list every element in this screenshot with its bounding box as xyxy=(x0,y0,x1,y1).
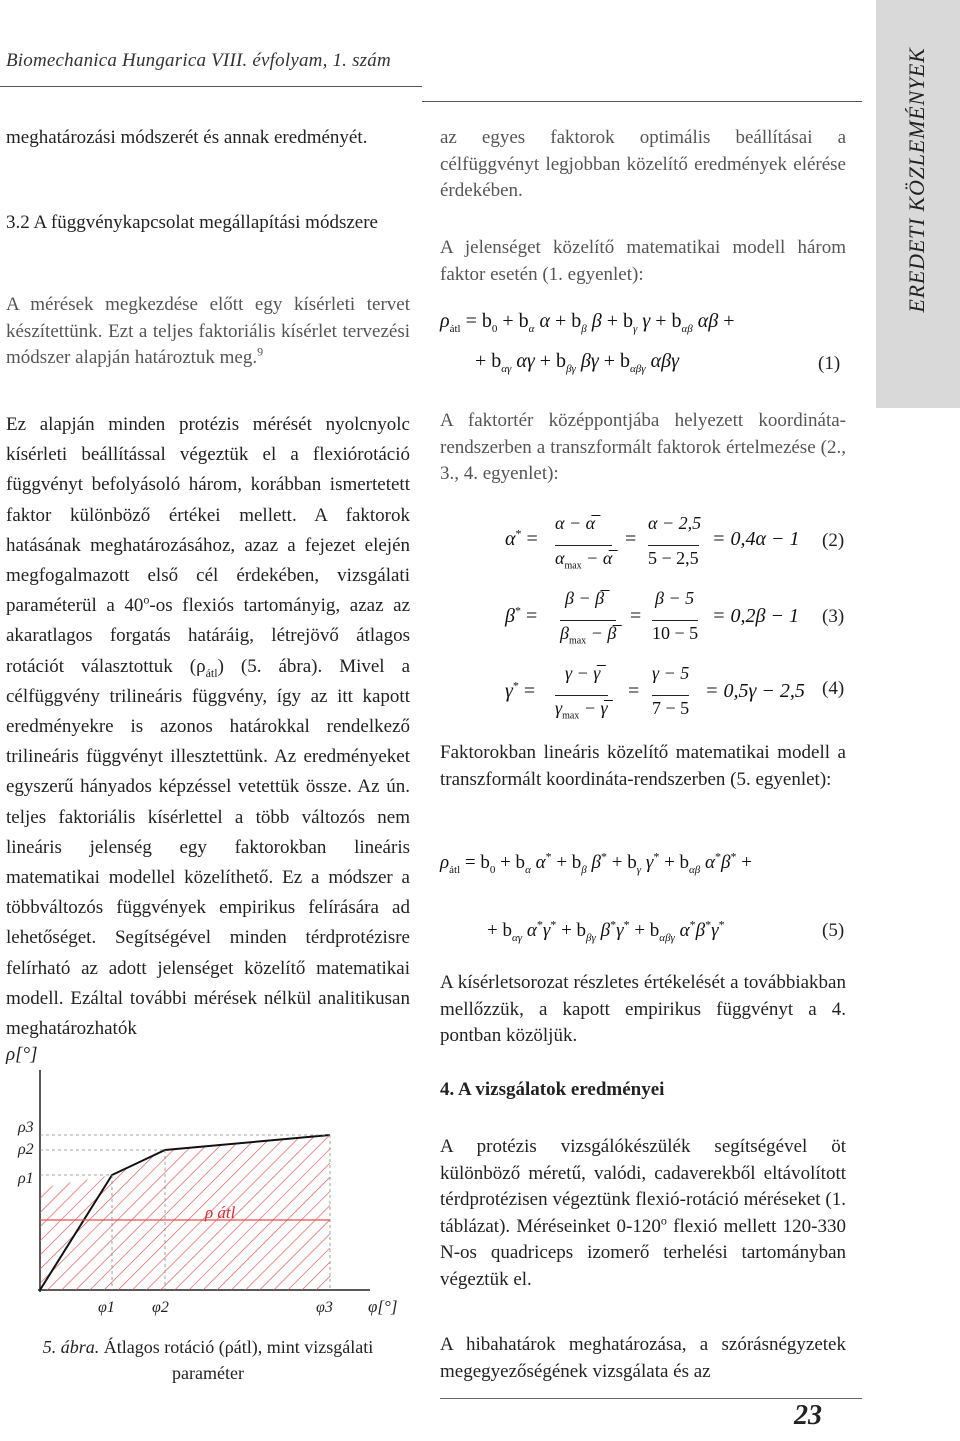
equation-2-den2: 5 − 2,5 xyxy=(648,545,699,569)
side-tab-label: EREDETI KÖZLEMÉNYEK xyxy=(904,47,929,313)
equation-5-line1: $\rho_{átl} = b_0 + b_\alpha$ $\alpha^* + b_\beta$ $\beta^* + b_\gamma$ $\gamma^* + b_{\alpha\beta}$ α*β* + xyxy=(440,849,752,876)
equation-3-den2: 10 − 5 xyxy=(652,620,698,644)
equation-2-den1: $\alpha_{max}$ − α̅ xyxy=(555,545,612,569)
equation-2-rhs: = 0,4α − 1 xyxy=(712,528,800,550)
x-tick-phi3: φ3 xyxy=(316,1299,333,1316)
y-axis-label: ρ[°] xyxy=(6,1044,38,1065)
equation-1-number: (1) xyxy=(818,353,841,374)
equation-3-frac1: β − β̅ xyxy=(565,588,605,608)
right-p4: Faktorokban lineáris közelítő matematikai modell a transzformált koordináta-rendszerben (5. egyenlet): xyxy=(440,742,846,790)
left-p2: A mérések megkezdése előtt egy kísérleti tervet készítettünk. Ezt a teljes faktoriális kísérlet tervezési módszer alapján határoztuk meg.$^9$ xyxy=(6,294,410,368)
avg-label: ρ átl xyxy=(205,1203,236,1222)
x-axis-label: φ[°] xyxy=(368,1297,398,1316)
left-p3: Ez alapján minden protézis mérését nyolcnyolc kísérleti beállítással végeztük el a flexiórotáció függvényt befolyásoló három, korábban ismertetett faktor különböző értékei mellett. A faktorok hatásának meghatározásához, azaz a fejezet elején megfogalmazott első cél érdekében, vizsgálati paraméterül a 40$^o$-os flexiós tartományig, azaz az akaratlagos forgatás határáig, létrejövő átlagos rotációt választottuk $(\rho_{átl})$ (5. ábra). Mivel a célfüggvény trilineáris függvény, így az itt kapott eredményekre is azonos határokkal rendelkező trilineáris függvényt illesztettünk. Az eredményeket egyszerű hányados képzéssel vetettük össze. Az ún. teljes faktoriális kísérlettel a több változós nem lineáris jelenség egy faktorokban lineáris matematikai modellel közelíthető. Ez a módszer a többváltozós függvények empirikus felírására ad lehetőséget. Segítségével minden térdprotézisre felírható az adott jelenséget közelítő matematikai modell. Ezáltal további mérések nélkül analitikusan meghatározhatók xyxy=(6,414,410,1040)
right-p5: A kísérletsorozat részletes értékelését a továbbiakban mellőzzük, a kapott empirikus függvényt a 4. pontban közöljük. xyxy=(440,972,846,1046)
right-p6: A protézis vizsgálókészülék segítségével öt különböző méretű, valódi, cadaverekből eltávolított térdprotézisen végeztünk flexió-rotáció méréseket (1. táblázat). Méréseinket 0-120$^o$ flexió mellett 120-330 N-os quadriceps izomerő terhelési tartományban végeztük el. xyxy=(440,1136,847,1290)
right-p7: A hibahatárok meghatározása, a szórásnégyzetek megegyezőségének vizsgálata és az xyxy=(440,1334,846,1382)
y-tick-rho1: ρ1 xyxy=(18,1170,34,1187)
equation-4-den1: $\gamma_{max}$ − γ̅ xyxy=(555,695,608,719)
right-p2: A jelenséget közelítő matematikai modell három faktor esetén (1. egyenlet): xyxy=(440,237,846,285)
x-tick-phi1: φ1 xyxy=(98,1299,115,1316)
page-rule xyxy=(440,1398,862,1399)
equation-3-num2: β − 5 xyxy=(655,588,695,608)
right-p1: az egyes faktorok optimális beállításai a célfüggvényt legjobban közelítő eredmények elérése érdekében. xyxy=(440,127,846,201)
equation-4-frac1: γ − γ̅ xyxy=(565,663,601,683)
page-number: 23 xyxy=(794,1400,822,1431)
figure-caption: 5. ábra. Átlagos rotáció (ρátl), mint vizsgálati paraméter xyxy=(42,1337,374,1383)
rotation-figure xyxy=(0,1040,420,1340)
equation-1-line1: $\rho_{átl} = b_0 + b_\alpha$ $\alpha + b_\beta$ $\beta + b_\gamma$ $\gamma + b_{\alpha\beta}$ αβ + xyxy=(440,310,735,335)
equation-3-number: (3) xyxy=(822,606,845,627)
equation-2-number: (2) xyxy=(822,530,845,551)
equation-3-rhs: = 0,2β − 1 xyxy=(712,605,799,627)
y-tick-rho3: ρ3 xyxy=(18,1119,34,1136)
x-tick-phi2: φ2 xyxy=(152,1299,169,1316)
equation-2-num2: α − 2,5 xyxy=(648,513,702,533)
section-title-3-2: 3.2 A függvénykapcsolat megállapítási módszere xyxy=(6,212,378,233)
equation-3-den1: $\beta_{max}$ − β̅ xyxy=(560,620,616,644)
equation-5-number: (5) xyxy=(822,920,845,941)
equation-2-lhs: α* = xyxy=(505,526,538,550)
equation-1-line2: + $b_{\alpha\gamma}$ $\alpha\gamma + b_{\beta\gamma}$ $\beta\gamma + b_{\alpha\beta\gamma}$ αβγ xyxy=(475,350,679,375)
equation-4-den2: 7 − 5 xyxy=(652,695,689,719)
equation-4-rhs: = 0,5γ − 2,5 xyxy=(705,680,805,702)
y-tick-rho2: ρ2 xyxy=(18,1141,34,1158)
equation-4-num2: γ − 5 xyxy=(652,663,690,683)
equation-3-lhs: β* = xyxy=(505,603,538,627)
journal-header: Biomechanica Hungarica VIII. évfolyam, 1. szám xyxy=(0,50,422,87)
equation-4-number: (4) xyxy=(822,678,845,699)
left-p1: meghatározási módszerét és annak eredményét. xyxy=(6,127,368,148)
equation-4-lhs: γ* = xyxy=(505,678,536,702)
section-title-4: 4. A vizsgálatok eredményei xyxy=(440,1079,665,1100)
equation-5-line2: + $b_{\alpha\gamma}$ $\alpha^*\gamma^* + b_{\beta\gamma}$ $\beta^*\gamma^* + b_{\alpha\beta\gamma}$ α*β*γ* xyxy=(487,917,725,944)
right-p3: A faktortér középpontjába helyezett koordináta-rendszerben a transzformált faktorok értelmezése (2., 3., 4. egyenlet): xyxy=(440,410,846,484)
header-rule xyxy=(422,101,862,102)
equation-2-frac1: α − α̅ xyxy=(555,513,596,533)
